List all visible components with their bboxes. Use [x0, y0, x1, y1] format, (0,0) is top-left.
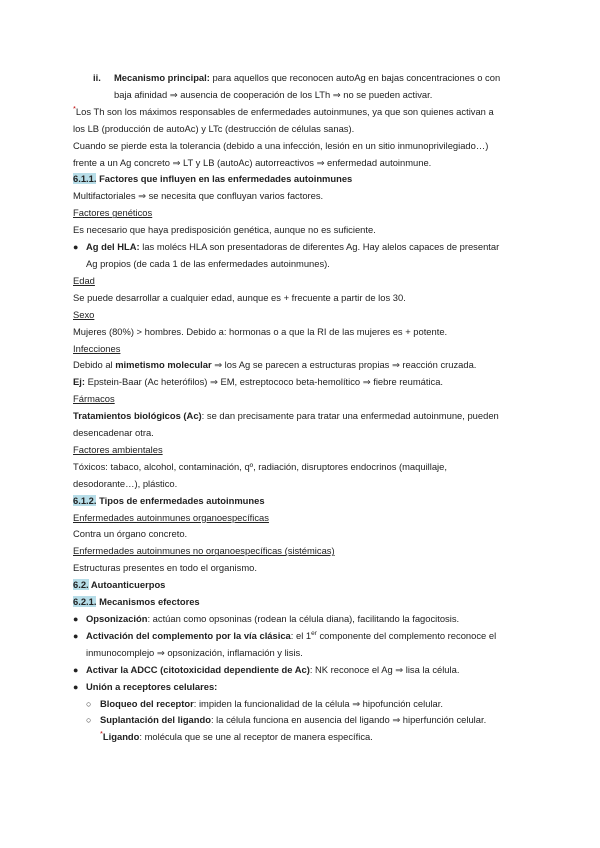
text-line: Multifactoriales ⇒ se necesita que confluyan varios factores. — [73, 190, 324, 202]
bullet-text — [86, 611, 459, 628]
text-line — [73, 408, 528, 425]
text: : impiden la funcionalidad de la célula ⇒ hipofunción celular. — [193, 697, 443, 709]
bullet-text — [86, 239, 499, 273]
heading-6-2 — [73, 577, 528, 594]
text-line — [73, 374, 528, 391]
term: Ej: — [73, 376, 85, 388]
text-line: Es necesario que haya predisposición genética, aunque no es suficiente. — [73, 224, 376, 236]
text: para aquellos que reconocen autoAg en bajas concentraciones o con — [209, 72, 501, 83]
text: Los Th son los máximos responsables de enfermedades autoinmunes, ya que son quienes activan a — [75, 105, 494, 117]
subheading: Edad — [73, 274, 95, 286]
note-mark: * — [73, 103, 76, 113]
text-line: Mujeres (80%) > hombres. Debido a: hormonas o a que la RI de las mujeres es + potente. — [73, 325, 448, 337]
term: Ligando — [102, 731, 140, 743]
heading-number: 6.1.2. — [73, 494, 97, 506]
list-item-ii — [73, 70, 528, 104]
circle-bullet-icon: ○ — [86, 698, 92, 709]
text: ⇒ los Ag se parecen a estructuras propias ⇒ reacción cruzada. — [211, 359, 477, 371]
subheading: Factores genéticos — [73, 207, 153, 219]
text: : el 1 — [290, 629, 312, 641]
subheading: Factores ambientales — [73, 443, 163, 455]
bullet-item-adcc — [73, 662, 528, 679]
heading-6-2-1 — [73, 594, 528, 611]
text-line: frente a un Ag concreto ⇒ LT y LB (autoAc) autorreactivos ⇒ enfermedad autoinmune. — [73, 156, 432, 168]
heading-text: Factores que influyen en las enfermedades autoinmunes — [96, 173, 353, 185]
text-line: baja afinidad ⇒ ausencia de cooperación de los LTh ⇒ no se pueden activar. — [114, 88, 433, 100]
text-line: inmunocomplejo ⇒ opsonización, inflamación y lisis. — [86, 646, 303, 658]
heading-number: 6.2. — [73, 579, 89, 591]
bullet-item-complemento — [73, 628, 528, 662]
bullet-icon: ● — [73, 681, 79, 692]
text: : se dan precisamente para tratar una enfermedad autoinmune, pueden — [201, 410, 499, 422]
document-body — [73, 70, 528, 746]
subheading: Fármacos — [73, 393, 115, 405]
term: Mecanismo principal: — [114, 72, 210, 83]
sub-item-text — [100, 696, 443, 713]
text-line: desencadenar otra. — [73, 427, 154, 439]
heading-6-1-2 — [73, 493, 528, 510]
text: : NK reconoce el Ag ⇒ lisa la célula. — [309, 663, 460, 675]
text-line: Ag propios (de cada 1 de las enfermedades autoinmunes). — [86, 257, 330, 269]
text: Epstein-Baar (Ac heterófilos) ⇒ EM, estreptococo beta-hemolítico ⇒ fiebre reumática. — [84, 376, 444, 388]
subheading: Enfermedades autoinmunes no organoespecíficas (sistémicas) — [73, 545, 335, 557]
bullet-item-union — [73, 679, 528, 696]
heading-text: Autoanticuerpos — [88, 579, 166, 591]
text-line: Tóxicos: tabaco, alcohol, contaminación, qº, radiación, disruptores endocrinos (maquillaje, — [73, 460, 447, 472]
text-line — [73, 357, 528, 374]
circle-bullet-icon: ○ — [86, 715, 92, 726]
term: Unión a receptores celulares: — [86, 680, 218, 692]
text-line: Contra un órgano concreto. — [73, 528, 188, 540]
text-line: desodorante…), plástico. — [73, 477, 178, 489]
text: Debido al — [73, 359, 116, 371]
text-line: Se puede desarrollar a cualquier edad, aunque es + frecuente a partir de los 30. — [73, 291, 406, 303]
bullet-text — [86, 628, 496, 662]
sub-item-suplantacion — [73, 712, 528, 729]
bullet-icon: ● — [73, 630, 79, 641]
bullet-icon: ● — [73, 242, 79, 253]
heading-6-1-1 — [73, 171, 528, 188]
text: : la célula funciona en ausencia del ligando ⇒ hiperfunción celular. — [210, 714, 487, 726]
text-line — [86, 628, 496, 645]
text: : actúan como opsoninas (rodean la célula diana), facilitando la fagocitosis. — [147, 613, 460, 624]
term: Bloqueo del receptor — [100, 697, 194, 709]
term: Activar la ADCC (citotoxicidad dependiente de Ac) — [86, 663, 310, 675]
bullet-item-hla — [73, 239, 528, 273]
text-line: Cuando se pierde esta la tolerancia (debido a una infección, lesión en un sitio inmunoprivilegiado…) — [73, 139, 489, 151]
text-line: los LB (producción de autoAc) y LTc (destrucción de células sanas). — [73, 122, 355, 134]
bullet-text — [86, 679, 217, 696]
sub-item-text — [100, 712, 486, 729]
term: Tratamientos biológicos (Ac) — [73, 410, 202, 422]
subheading: Infecciones — [73, 342, 121, 354]
paragraph-th — [73, 104, 528, 121]
bullet-icon: ● — [73, 664, 79, 675]
superscript: er — [311, 629, 317, 637]
text: las molécs HLA son presentadoras de diferentes Ag. Hay alelos capaces de presentar — [139, 241, 500, 253]
text-line: Estructuras presentes en todo el organismo. — [73, 562, 257, 574]
subheading: Sexo — [73, 308, 95, 320]
term: Activación del complemento por la vía clásica — [86, 629, 291, 641]
heading-number: 6.2.1. — [73, 596, 97, 608]
heading-text: Tipos de enfermedades autoinmunes — [96, 494, 265, 506]
term: Suplantación del ligando — [100, 714, 211, 726]
bullet-text — [86, 662, 459, 679]
subheading: Enfermedades autoinmunes organoespecíficas — [73, 511, 269, 523]
note-ligando — [73, 729, 528, 746]
list-item-text — [114, 70, 500, 104]
text: : molécula que se une al receptor de manera específica. — [139, 731, 373, 743]
text: componente del complemento reconoce el — [316, 629, 497, 641]
term: mimetismo molecular — [115, 359, 212, 371]
list-number: ii. — [93, 72, 101, 83]
heading-text: Mecanismos efectores — [96, 596, 200, 608]
text-line — [114, 70, 500, 87]
heading-number: 6.1.1. — [73, 173, 97, 185]
term: Opsonización — [86, 613, 148, 624]
bullet-icon: ● — [73, 614, 79, 624]
text-line — [86, 239, 499, 256]
bullet-item-opsonizacion — [73, 611, 528, 628]
note-mark: * — [100, 729, 103, 739]
sub-item-bloqueo — [73, 696, 528, 713]
term: Ag del HLA: — [86, 241, 140, 253]
